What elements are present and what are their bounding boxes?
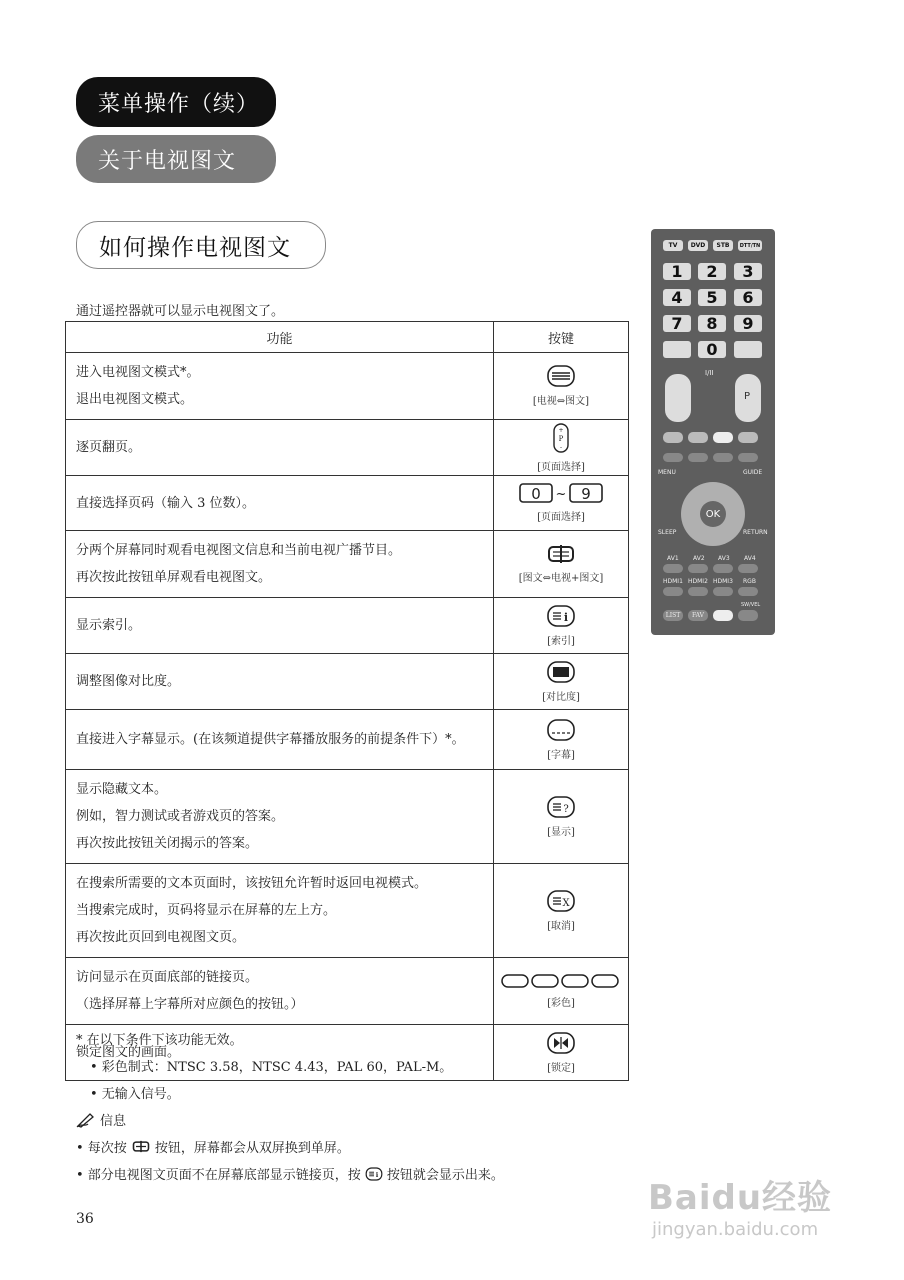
tv-button: TV [663, 240, 683, 251]
av-key [688, 564, 708, 573]
svg-text:X: X [562, 897, 570, 909]
digit-7-button: 7 [663, 315, 691, 332]
subsection-title: 关于电视图文 [76, 135, 276, 183]
fav-key: FAV [688, 610, 708, 621]
function-line: 锁定图文的画面。 [76, 1045, 181, 1060]
function-line: 再次按此页回到电视图文页。 [76, 930, 246, 945]
key-caption: [图文⇔电视+图文] [518, 573, 604, 584]
key-caption: [锁定] [547, 1062, 575, 1074]
guide-label: GUIDE [743, 469, 763, 476]
av-key [713, 564, 733, 573]
hdmi-key [713, 587, 733, 596]
function-line: （选择屏幕上字幕所对应颜色的按钮。） [76, 997, 304, 1012]
return-label: RETURN [743, 529, 768, 536]
key-caption: [显示] [547, 826, 575, 838]
digit-6-button: 6 [734, 289, 762, 306]
remote-control-illustration [651, 229, 775, 635]
table-row [66, 864, 629, 958]
function-line: 分两个屏幕同时观看电视图文信息和当前电视广播节目。 [76, 543, 402, 558]
number-keys-icon [519, 483, 603, 503]
asterisk-note: * 在以下条件下该功能无效。 [76, 1033, 243, 1048]
digit-8-button: 8 [698, 315, 726, 332]
svg-text:-: - [559, 443, 563, 451]
swvel-key [738, 610, 758, 621]
header-key: 按键 [494, 322, 629, 353]
svg-text:~: ~ [555, 487, 567, 502]
function-line: 当搜索完成时，页码将显示在屏幕的左上方。 [76, 903, 337, 918]
reveal-icon [546, 796, 576, 818]
function-line: 访问显示在页面底部的链接页。 [76, 970, 259, 985]
teletext-function-table [65, 321, 629, 1081]
volume-rocker [665, 374, 691, 422]
function-line: 在搜索所需要的文本页面时，该按钮允许暂时返回电视模式。 [76, 876, 428, 891]
menu-label: MENU [658, 469, 676, 476]
contrast-icon [546, 661, 576, 683]
red-key [663, 432, 683, 443]
function-line: 再次按此按钮单屏观看电视图文。 [76, 570, 272, 585]
table-row [66, 710, 629, 770]
text-key [738, 453, 758, 462]
table-row [66, 958, 629, 1025]
hold-icon [546, 1032, 576, 1054]
key-caption: [页面选择] [537, 461, 585, 473]
watermark-brand: Baidu经验 [648, 1178, 833, 1218]
svg-text:i: i [375, 1170, 379, 1179]
index-icon [365, 1167, 383, 1181]
info-text: 按钮，屏幕都会从双屏换到单屏。 [154, 1141, 350, 1156]
function-line: 退出电视图文模式。 [76, 392, 194, 407]
hdmi-key [688, 587, 708, 596]
digit-3-button: 3 [734, 263, 762, 280]
key-caption: [字幕] [547, 749, 575, 761]
function-line: 逐页翻页。 [76, 440, 142, 455]
function-line: 进入电视图文模式*。 [76, 365, 200, 380]
header-function: 功能 [66, 322, 494, 353]
svg-text:0: 0 [531, 485, 541, 503]
text-key [713, 453, 733, 462]
table-row [66, 598, 629, 654]
baidu-watermark [648, 1170, 832, 1240]
section-title: 菜单操作（续） [76, 77, 276, 127]
text-key [663, 453, 683, 462]
index-icon [546, 605, 576, 627]
hdmi3-label: HDMI3 [713, 578, 733, 585]
dtt-button: DTT/TN [738, 240, 762, 251]
topic-title: 如何操作电视图文 [76, 221, 326, 269]
info-text: • 每次按 [76, 1141, 127, 1156]
split-screen-icon [131, 1140, 151, 1153]
info-line [76, 1164, 504, 1183]
key-caption: [电视⇔图文] [532, 396, 590, 407]
teletext-button [663, 341, 691, 358]
hdmi1-label: HDMI1 [663, 578, 683, 585]
dvd-button: DVD [688, 240, 708, 251]
svg-text:P: P [558, 434, 564, 443]
key-caption: [索引] [547, 635, 575, 647]
intro-text: 通过遥控器就可以显示电视图文了。 [76, 304, 285, 319]
digit-4-button: 4 [663, 289, 691, 306]
input-button [734, 341, 762, 358]
rgb-key [738, 587, 758, 596]
watermark-url: jingyan.baidu.com [652, 1219, 819, 1240]
table-row [66, 353, 629, 420]
table-row [66, 770, 629, 864]
digit-2-button: 2 [698, 263, 726, 280]
info-label: 信息 [100, 1114, 127, 1129]
green-key [688, 432, 708, 443]
swvel-label: SW/VEL [741, 602, 761, 608]
note-bullet: • 无输入信号。 [90, 1087, 180, 1102]
rgb-label: RGB [743, 578, 756, 585]
table-row [66, 420, 629, 476]
hdmi-key [663, 587, 683, 596]
p-label: P [744, 391, 751, 402]
function-line: 显示索引。 [76, 618, 142, 633]
text-key [688, 453, 708, 462]
split-screen-icon [545, 544, 577, 564]
info-text: • 部分电视图文页面不在屏幕底部显示链接页，按 [76, 1168, 361, 1183]
subtitle-icon [546, 719, 576, 741]
table-header-row [66, 322, 629, 353]
cancel-icon [546, 890, 576, 912]
info-text: 按钮就会显示出来。 [386, 1168, 504, 1183]
digit-5-button: 5 [698, 289, 726, 306]
io-label: I/II [705, 369, 714, 377]
av4-label: AV4 [744, 555, 756, 562]
svg-text:i: i [563, 610, 569, 624]
function-line: 直接进入字幕显示。(在该频道提供字幕播放服务的前提条件下）*。 [76, 732, 465, 747]
av-key [663, 564, 683, 573]
split-key [713, 610, 733, 621]
function-line: 再次按此按钮关闭揭示的答案。 [76, 836, 259, 851]
table-row [66, 654, 629, 710]
color-keys-icon [501, 973, 621, 989]
function-line: 显示隐藏文本。 [76, 782, 168, 797]
pen-memo-icon [76, 1112, 96, 1128]
function-line: 调整图像对比度。 [76, 674, 181, 689]
blue-key [738, 432, 758, 443]
av-key [738, 564, 758, 573]
svg-text:+: + [558, 426, 564, 434]
info-heading [76, 1110, 126, 1129]
list-key: LIST [663, 610, 683, 621]
key-caption: [页面选择] [537, 512, 585, 523]
key-caption: [取消] [547, 920, 575, 932]
teletext-icon [546, 365, 576, 387]
key-caption: [彩色] [547, 998, 575, 1009]
av1-label: AV1 [667, 555, 679, 562]
hdmi2-label: HDMI2 [688, 578, 708, 585]
svg-text:9: 9 [581, 485, 591, 503]
av2-label: AV2 [693, 555, 705, 562]
ok-button: OK [700, 501, 726, 527]
function-line: 例如，智力测试或者游戏页的答案。 [76, 809, 285, 824]
av3-label: AV3 [718, 555, 730, 562]
digit-1-button: 1 [663, 263, 691, 280]
page-number: 36 [76, 1211, 94, 1227]
table-row [66, 476, 629, 531]
note-bullet: • 彩色制式：NTSC 3.58，NTSC 4.43，PAL 60，PAL-M。 [90, 1060, 453, 1075]
yellow-key [713, 432, 733, 443]
digit-0-button: 0 [698, 341, 726, 358]
function-line: 直接选择页码（输入 3 位数）。 [76, 495, 256, 511]
key-caption: [对比度] [542, 691, 580, 703]
svg-text:?: ? [563, 803, 569, 815]
info-line [76, 1137, 350, 1156]
table-row [66, 531, 629, 598]
stb-button: STB [713, 240, 733, 251]
page-up-down-icon [551, 423, 571, 453]
sleep-label: SLEEP [658, 529, 677, 536]
digit-9-button: 9 [734, 315, 762, 332]
